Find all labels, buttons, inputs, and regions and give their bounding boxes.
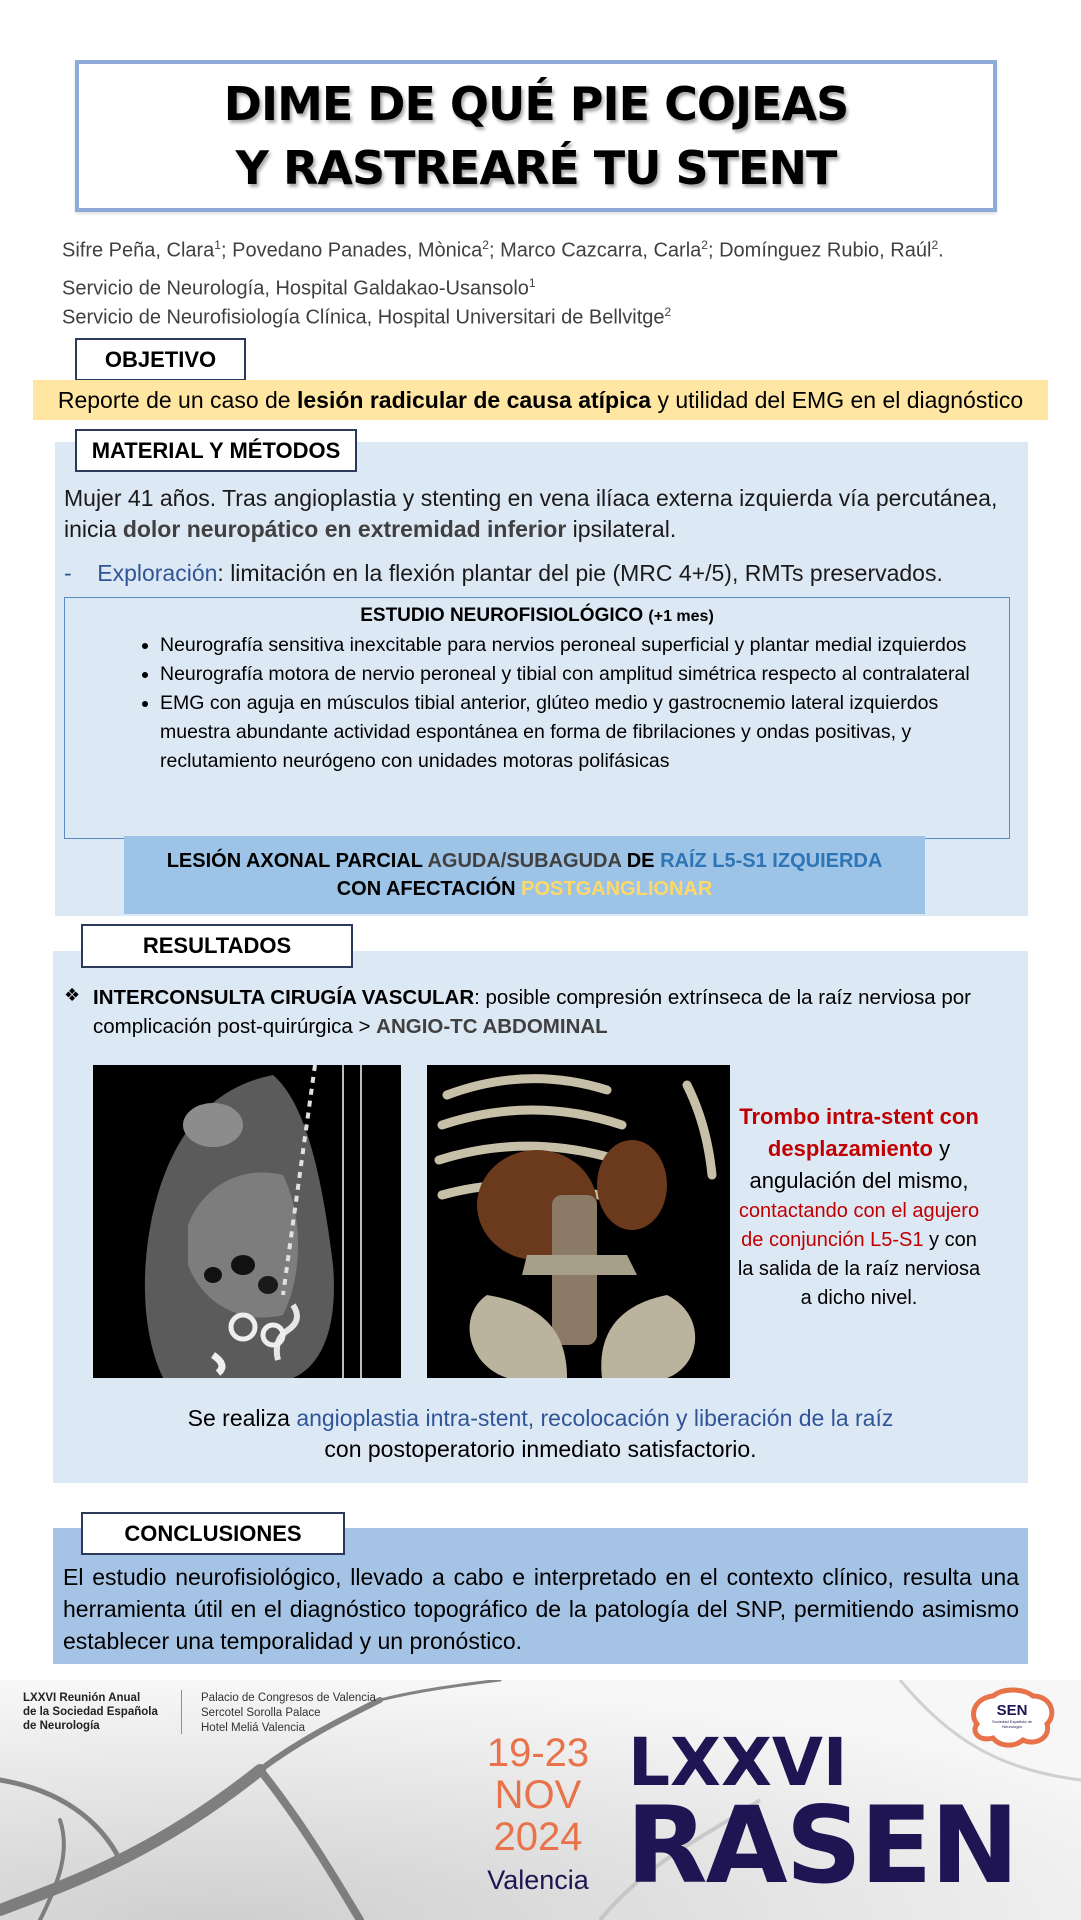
procedure-text	[53, 1403, 1028, 1465]
thrombus-text: y angulación del mismo,	[749, 1136, 969, 1193]
list-item: • Neurografía sensitiva inexcitable para nervios peroneal superficial y plantar medial izquierdos	[160, 631, 999, 660]
objetivo-text: Reporte de un caso de	[57, 386, 291, 413]
affiliation-text: Servicio de Neurología, Hospital Galdakao-Usansolo	[62, 277, 529, 300]
case-description	[64, 483, 1014, 545]
interconsulta-ct: ANGIO-TC ABDOMINAL	[376, 1015, 608, 1038]
case-text-end: ipsilateral.	[566, 516, 677, 542]
affiliation-2	[62, 305, 671, 330]
sen-logo	[963, 1686, 1061, 1752]
venue-line: Palacio de Congresos de Valencia	[201, 1692, 376, 1704]
dates-year: 2024	[493, 1815, 583, 1859]
ct-3d-reconstruction-image	[427, 1065, 730, 1378]
divider	[181, 1690, 182, 1734]
procedure-blue: angioplastia intra-stent, recolocación y liberación de la raíz	[296, 1405, 894, 1431]
study-title-text: ESTUDIO NEUROFISIOLÓGICO	[360, 605, 644, 626]
event-brand: RASEN	[626, 1784, 1018, 1907]
dates-days: 19-23	[486, 1731, 590, 1775]
objetivo-text-end: y utilidad del EMG en el diagnóstico	[657, 386, 1024, 413]
author-name: Sifre Peña, Clara	[62, 239, 215, 262]
title-box	[75, 60, 997, 212]
lesion-text: DE	[621, 850, 661, 872]
exploracion	[64, 558, 1024, 589]
exploracion-dash: -	[64, 560, 72, 586]
lesion-text: CON AFECTACIÓN	[336, 878, 522, 900]
lesion-summary	[124, 836, 925, 914]
footer-banner	[0, 1680, 1081, 1920]
lesion-location: POSTGANGLIONAR	[521, 878, 713, 900]
resultados-label: RESULTADOS	[81, 924, 353, 968]
study-findings	[65, 631, 1009, 776]
author-name: Povedano Panades, Mònica	[232, 239, 483, 262]
author-sup: 2	[701, 238, 708, 252]
study-box	[64, 597, 1010, 839]
affiliation-sup: 2	[664, 305, 672, 319]
diamond-bullet-icon: ❖	[64, 985, 81, 1005]
list-item: • Neurografía motora de nervio peroneal y tibial con amplitud simétrica respecto al contralateral	[160, 660, 999, 689]
dates-month: NOV	[494, 1773, 582, 1817]
event-city: Valencia	[487, 1865, 589, 1895]
objetivo-label: OBJETIVO	[75, 338, 246, 381]
meeting-line: de Neurología	[23, 1720, 100, 1732]
thrombus-red: contactando con el agujero de conjunción L5-S1	[738, 1200, 980, 1251]
list-item: • EMG con aguja en músculos tibial anterior, glúteo medio y gastrocnemio lateral izquierdos muestra abundante actividad espontánea en forma de fibrilaciones y ondas positivas, y reclutamiento neurógeno con unidades motoras polifásicas	[160, 689, 999, 776]
author-sep: ;	[220, 239, 233, 262]
title-line-2: Y RASTREARÉ TU STENT	[235, 141, 837, 195]
thrombus-text-end: y con la salida de la raíz nerviosa a dicho nivel.	[737, 1229, 981, 1309]
conclusiones-text: El estudio neurofisiológico, llevado a cabo e interpretado en el contexto clínico, resulta una herramienta útil en el diagnóstico topográfico de la patología del SNP, permitiendo asimismo establecer una temporalidad y un pronóstico.	[63, 1564, 1019, 1654]
author-sup: 2	[482, 238, 489, 252]
author-sep: ;	[488, 239, 501, 262]
meeting-line: de la Sociedad Española	[23, 1706, 158, 1718]
meeting-line: LXXVI Reunión Anual	[23, 1692, 141, 1704]
objetivo-bar	[33, 380, 1048, 420]
sen-logo-text: SEN	[996, 1702, 1028, 1719]
procedure-pre: Se realiza	[187, 1405, 297, 1431]
event-dates	[476, 1732, 600, 1858]
author-sep: .	[938, 239, 944, 262]
meeting-name	[23, 1691, 158, 1733]
affiliation-1	[62, 276, 536, 301]
exploracion-label: Exploración	[97, 560, 218, 586]
event-edition: LXXVI	[628, 1724, 848, 1801]
case-bold: dolor neuropático en extremidad inferior	[122, 516, 567, 542]
objetivo-bold: lesión radicular de causa atípica	[296, 386, 652, 413]
lesion-acuity: AGUDA/SUBAGUDA	[427, 850, 622, 872]
interconsulta	[93, 983, 1013, 1041]
lesion-line-2	[337, 875, 713, 903]
ct-sagittal-image	[93, 1065, 401, 1378]
author-name: Marco Cazcarra, Carla	[500, 239, 702, 262]
lesion-text: LESIÓN AXONAL PARCIAL	[166, 850, 428, 872]
author-sep: ;	[707, 239, 720, 262]
author-sup: 1	[214, 238, 221, 252]
interconsulta-bold: INTERCONSULTA CIRUGÍA VASCULAR	[93, 986, 475, 1009]
thrombus-description	[735, 1101, 983, 1313]
case-text: Mujer 41 años. Tras angioplastia y stenting en vena ilíaca externa izquierda vía percutánea, inicia	[64, 485, 998, 542]
procedure-line-2: con postoperatorio inmediato satisfactorio.	[324, 1436, 757, 1462]
author-sup: 2	[931, 238, 939, 252]
affiliation-text: Servicio de Neurofisiología Clínica, Hospital Universitari de Bellvitge	[62, 306, 665, 329]
sen-logo-subtitle: Sociedad Española de Neurología	[991, 1719, 1033, 1729]
thrombus-bold: Trombo intra-stent con desplazamiento	[739, 1104, 979, 1161]
lesion-line-1	[167, 847, 883, 875]
venue-line: Sercotel Sorolla Palace	[201, 1707, 321, 1719]
author-name: Domínguez Rubio, Raúl	[719, 239, 932, 262]
authors	[62, 238, 944, 263]
venue-line: Hotel Meliá Valencia	[201, 1722, 305, 1734]
procedure-line-1	[53, 1403, 1028, 1434]
material-label: MATERIAL Y MÉTODOS	[75, 429, 357, 472]
conclusiones-label: CONCLUSIONES	[81, 1512, 345, 1555]
exploracion-text: : limitación en la flexión plantar del pie (MRC 4+/5), RMTs preservados.	[217, 560, 943, 586]
venue	[201, 1691, 376, 1736]
affiliation-sup: 1	[528, 276, 536, 290]
interconsulta-text: : posible compresión extrínseca de la raíz nerviosa por complicación post-quirúrgica >	[93, 986, 971, 1038]
title-line-1: DIME DE QUÉ PIE COJEAS	[223, 77, 849, 131]
lesion-root: RAÍZ L5-S1 IZQUIERDA	[660, 850, 883, 872]
study-time: (+1 mes)	[648, 608, 714, 625]
study-title	[65, 605, 1009, 627]
